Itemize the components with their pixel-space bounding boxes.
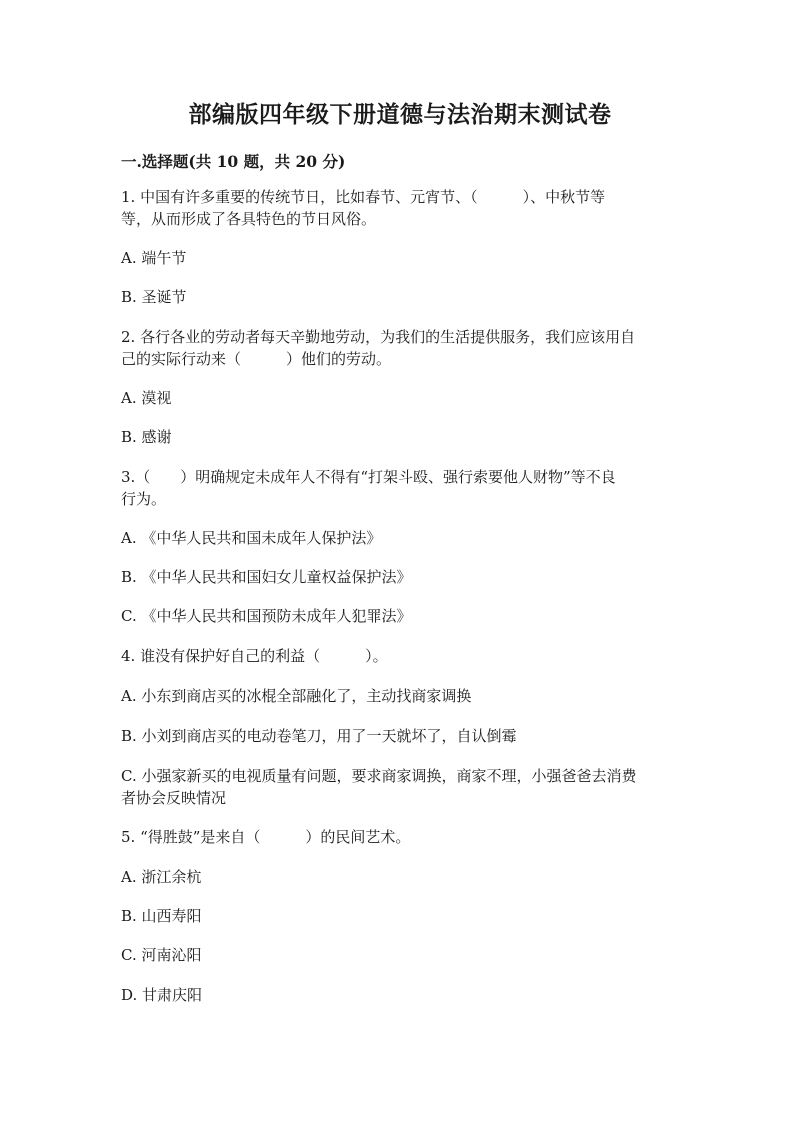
question-1-option-a: A. 端午节 xyxy=(121,249,187,267)
question-5-option-d: D. 甘肃庆阳 xyxy=(121,986,203,1004)
page-title: 部编版四年级下册道德与法治期末测试卷 xyxy=(188,101,612,128)
question-3-option-b: B. 《中华人民共和国妇女儿童权益保护法》 xyxy=(121,568,412,586)
question-4-option-a: A. 小东到商店买的冰棍全部融化了，主动找商家调换 xyxy=(121,687,472,705)
section-heading: 一.选择题(共 10 题，共 20 分) xyxy=(121,152,346,171)
question-4-option-b: B. 小刘到商店买的电动卷笔刀，用了一天就坏了，自认倒霉 xyxy=(121,727,517,745)
question-3-option-c: C. 《中华人民共和国预防未成年人犯罪法》 xyxy=(121,607,412,625)
question-4-stem: 4. 谁没有保护好自己的利益（ ）。 xyxy=(121,647,388,665)
question-4-option-c: C. 小强家新买的电视质量有问题，要求商家调换，商家不理，小强爸爸去消费 者协会反映情况 xyxy=(121,767,637,807)
question-3-option-a: A. 《中华人民共和国未成年人保护法》 xyxy=(121,529,382,547)
question-5-stem: 5. “得胜鼓”是来自（ ）的民间艺术。 xyxy=(121,828,411,846)
question-2-stem: 2. 各行各业的劳动者每天辛勤地劳动，为我们的生活提供服务，我们应该用自 己的实际行动来（ ）他们的劳动。 xyxy=(121,328,636,368)
question-1-stem: 1. 中国有许多重要的传统节日，比如春节、元宵节、（ ）、中秋节等 等，从而形成了各具特色的节日风俗。 xyxy=(121,188,606,228)
question-5-option-c: C. 河南沁阳 xyxy=(121,946,202,964)
question-2-option-b: B. 感谢 xyxy=(121,428,172,446)
question-5-option-b: B. 山西寿阳 xyxy=(121,907,202,925)
question-2-option-a: A. 漠视 xyxy=(121,389,172,407)
question-5-option-a: A. 浙江余杭 xyxy=(121,868,202,886)
question-3-stem: 3.（ ）明确规定未成年人不得有“打架斗殴、强行索要他人财物”等不良 行为。 xyxy=(121,468,616,508)
question-1-option-b: B. 圣诞节 xyxy=(121,288,187,306)
